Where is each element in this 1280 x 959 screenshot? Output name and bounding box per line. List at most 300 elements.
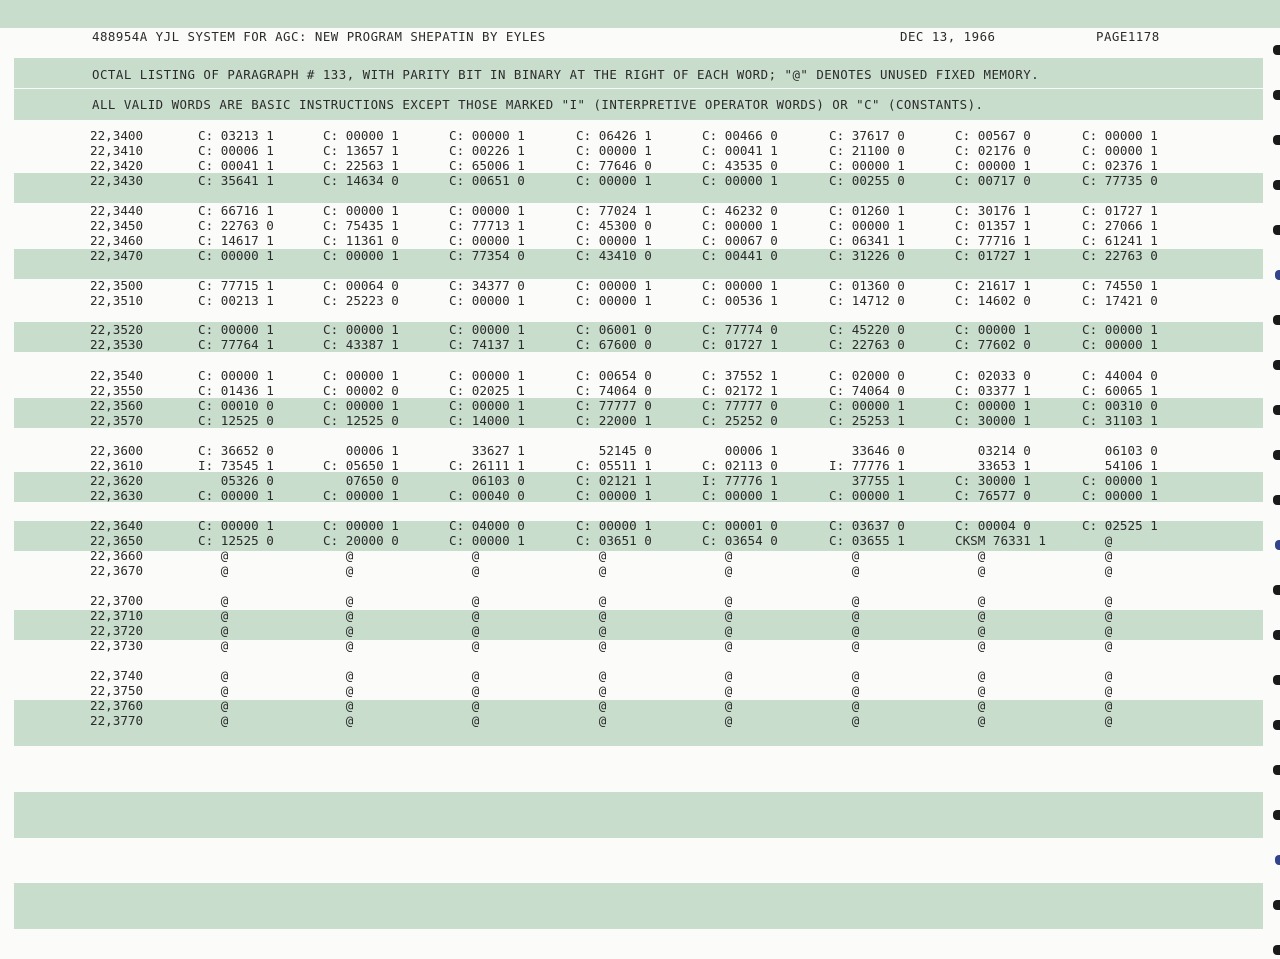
octal-word: C: 43387 1 xyxy=(323,337,399,352)
octal-word: C: 14634 0 xyxy=(323,173,399,188)
row-address: 22,3770 xyxy=(90,713,144,728)
octal-word: CKSM 76331 1 xyxy=(955,533,1046,548)
octal-word: C: 00006 1 xyxy=(198,143,274,158)
octal-word: C: 00000 1 xyxy=(829,218,905,233)
octal-word: @ xyxy=(955,548,986,563)
octal-word: C: 00226 1 xyxy=(449,143,525,158)
octal-word: @ xyxy=(955,683,986,698)
octal-word: @ xyxy=(955,623,986,638)
octal-word: C: 45300 0 xyxy=(576,218,652,233)
row-address: 22,3570 xyxy=(90,413,144,428)
octal-word: C: 14000 1 xyxy=(449,413,525,428)
octal-word: C: 02000 0 xyxy=(829,368,905,383)
sprocket-hole xyxy=(1273,630,1280,640)
row-address: 22,3740 xyxy=(90,668,144,683)
octal-word: C: 22563 1 xyxy=(323,158,399,173)
octal-word: C: 00000 1 xyxy=(449,128,525,143)
octal-word: C: 00441 0 xyxy=(702,248,778,263)
octal-word: C: 00000 1 xyxy=(323,518,399,533)
sprocket-hole xyxy=(1273,135,1280,145)
octal-word: @ xyxy=(576,563,607,578)
octal-word: C: 37552 1 xyxy=(702,368,778,383)
octal-word: C: 03651 0 xyxy=(576,533,652,548)
octal-word: @ xyxy=(323,563,354,578)
octal-word: @ xyxy=(323,593,354,608)
octal-word: @ xyxy=(702,713,733,728)
listing-date: DEC 13, 1966 xyxy=(900,29,996,44)
octal-word: C: 77774 0 xyxy=(702,322,778,337)
octal-word: C: 00000 1 xyxy=(198,248,274,263)
octal-word: C: 00002 0 xyxy=(323,383,399,398)
octal-word: C: 14602 0 xyxy=(955,293,1031,308)
octal-word: @ xyxy=(449,548,480,563)
octal-word: @ xyxy=(829,608,860,623)
octal-word: @ xyxy=(702,563,733,578)
octal-word: C: 66716 1 xyxy=(198,203,274,218)
listing-title: 488954A YJL SYSTEM FOR AGC: NEW PROGRAM SHEPATIN BY EYLES xyxy=(92,29,546,44)
octal-word: C: 22763 0 xyxy=(198,218,274,233)
row-address: 22,3520 xyxy=(90,322,144,337)
octal-word: C: 77713 1 xyxy=(449,218,525,233)
row-address: 22,3470 xyxy=(90,248,144,263)
octal-word: C: 00000 1 xyxy=(955,398,1031,413)
octal-word: C: 05650 1 xyxy=(323,458,399,473)
octal-word: C: 00310 0 xyxy=(1082,398,1158,413)
octal-word: C: 00000 1 xyxy=(198,518,274,533)
octal-word: @ xyxy=(955,593,986,608)
octal-word: @ xyxy=(702,608,733,623)
octal-word: C: 00000 1 xyxy=(576,143,652,158)
octal-word: C: 00000 1 xyxy=(1082,143,1158,158)
octal-word: C: 21617 1 xyxy=(955,278,1031,293)
octal-word: @ xyxy=(955,608,986,623)
octal-word: C: 25252 0 xyxy=(702,413,778,428)
octal-word: C: 00000 1 xyxy=(576,488,652,503)
octal-word: 33627 1 xyxy=(449,443,525,458)
row-address: 22,3620 xyxy=(90,473,144,488)
octal-word: C: 01357 1 xyxy=(955,218,1031,233)
sprocket-hole xyxy=(1273,585,1280,595)
octal-word: C: 74064 0 xyxy=(829,383,905,398)
octal-word: C: 12525 0 xyxy=(198,533,274,548)
row-address: 22,3530 xyxy=(90,337,144,352)
sprocket-hole xyxy=(1273,810,1280,820)
octal-word: C: 00000 1 xyxy=(829,488,905,503)
octal-word: C: 77716 1 xyxy=(955,233,1031,248)
octal-word: @ xyxy=(449,563,480,578)
octal-word: C: 00000 1 xyxy=(576,518,652,533)
octal-word: C: 00000 1 xyxy=(955,158,1031,173)
octal-word: @ xyxy=(449,608,480,623)
octal-word: C: 00000 1 xyxy=(323,398,399,413)
row-address: 22,3700 xyxy=(90,593,144,608)
octal-word: C: 22763 0 xyxy=(1082,248,1158,263)
row-address: 22,3630 xyxy=(90,488,144,503)
octal-word: C: 00000 1 xyxy=(576,233,652,248)
octal-word: C: 25253 1 xyxy=(829,413,905,428)
octal-word: @ xyxy=(576,683,607,698)
octal-word: C: 44004 0 xyxy=(1082,368,1158,383)
row-address: 22,3440 xyxy=(90,203,144,218)
octal-word: C: 06341 1 xyxy=(829,233,905,248)
octal-word: C: 02025 1 xyxy=(449,383,525,398)
octal-word: @ xyxy=(198,668,229,683)
octal-word: @ xyxy=(449,593,480,608)
octal-word: @ xyxy=(1082,638,1113,653)
octal-word: @ xyxy=(323,668,354,683)
octal-word: @ xyxy=(702,698,733,713)
octal-word: C: 06426 1 xyxy=(576,128,652,143)
octal-word: @ xyxy=(576,623,607,638)
octal-word: C: 00010 0 xyxy=(198,398,274,413)
octal-word: 54106 1 xyxy=(1082,458,1158,473)
row-address: 22,3640 xyxy=(90,518,144,533)
octal-word: C: 00067 0 xyxy=(702,233,778,248)
octal-word: C: 04000 0 xyxy=(449,518,525,533)
row-address: 22,3730 xyxy=(90,638,144,653)
octal-word: C: 27066 1 xyxy=(1082,218,1158,233)
octal-word: @ xyxy=(829,563,860,578)
octal-word: @ xyxy=(198,593,229,608)
octal-word: C: 61241 1 xyxy=(1082,233,1158,248)
octal-word: C: 00000 1 xyxy=(198,368,274,383)
sprocket-hole xyxy=(1275,270,1280,280)
sprocket-hole xyxy=(1273,45,1280,55)
octal-word: C: 00000 1 xyxy=(449,533,525,548)
octal-word: @ xyxy=(1082,683,1113,698)
octal-word: @ xyxy=(198,563,229,578)
legend-line-1: OCTAL LISTING OF PARAGRAPH # 133, WITH PARITY BIT IN BINARY AT THE RIGHT OF EACH WORD; "@" DENOTES UNUSED FIXED MEMORY. xyxy=(92,67,1040,82)
octal-word: @ xyxy=(955,668,986,683)
octal-word: C: 00040 0 xyxy=(449,488,525,503)
octal-word: C: 00000 1 xyxy=(449,398,525,413)
octal-word: C: 00000 1 xyxy=(829,158,905,173)
octal-word: @ xyxy=(1082,533,1113,548)
row-address: 22,3720 xyxy=(90,623,144,638)
octal-word: @ xyxy=(449,713,480,728)
octal-word: C: 14712 0 xyxy=(829,293,905,308)
octal-word: @ xyxy=(323,683,354,698)
octal-word: @ xyxy=(449,683,480,698)
sprocket-hole xyxy=(1273,450,1280,460)
octal-word: C: 01436 1 xyxy=(198,383,274,398)
octal-word: @ xyxy=(576,548,607,563)
octal-word: C: 00000 1 xyxy=(323,368,399,383)
row-address: 22,3450 xyxy=(90,218,144,233)
octal-word: C: 00000 1 xyxy=(323,322,399,337)
octal-word: @ xyxy=(323,608,354,623)
octal-word: @ xyxy=(702,638,733,653)
octal-word: C: 00466 0 xyxy=(702,128,778,143)
row-address: 22,3460 xyxy=(90,233,144,248)
octal-word: C: 77354 0 xyxy=(449,248,525,263)
sprocket-hole xyxy=(1273,225,1280,235)
octal-word: 00006 1 xyxy=(323,443,399,458)
octal-word: I: 77776 1 xyxy=(702,473,778,488)
octal-word: @ xyxy=(955,698,986,713)
octal-word: @ xyxy=(829,668,860,683)
octal-word: C: 00064 0 xyxy=(323,278,399,293)
octal-word: @ xyxy=(829,623,860,638)
octal-word: @ xyxy=(576,593,607,608)
octal-word: C: 14617 1 xyxy=(198,233,274,248)
row-address: 22,3660 xyxy=(90,548,144,563)
octal-word: @ xyxy=(449,668,480,683)
octal-word: @ xyxy=(829,548,860,563)
octal-word: C: 03213 1 xyxy=(198,128,274,143)
sprocket-hole xyxy=(1273,180,1280,190)
octal-word: @ xyxy=(576,638,607,653)
octal-word: 37755 1 xyxy=(829,473,905,488)
octal-word: C: 20000 0 xyxy=(323,533,399,548)
row-address: 22,3560 xyxy=(90,398,144,413)
legend-line-2: ALL VALID WORDS ARE BASIC INSTRUCTIONS EXCEPT THOSE MARKED "I" (INTERPRETIVE OPERATOR WORDS) OR "C" (CONSTANTS). xyxy=(92,97,984,112)
octal-word: @ xyxy=(198,713,229,728)
octal-word: C: 00000 1 xyxy=(702,278,778,293)
octal-word: C: 00000 1 xyxy=(323,203,399,218)
octal-word: C: 01727 1 xyxy=(1082,203,1158,218)
octal-word: 03214 0 xyxy=(955,443,1031,458)
octal-word: @ xyxy=(576,698,607,713)
octal-word: C: 00000 1 xyxy=(198,488,274,503)
row-address: 22,3500 xyxy=(90,278,144,293)
octal-word: @ xyxy=(955,713,986,728)
octal-word: C: 25223 0 xyxy=(323,293,399,308)
octal-word: C: 01727 1 xyxy=(702,337,778,352)
octal-word: @ xyxy=(702,548,733,563)
octal-word: @ xyxy=(449,623,480,638)
octal-word: C: 00000 1 xyxy=(449,368,525,383)
sprocket-hole xyxy=(1273,90,1280,100)
sprocket-hole xyxy=(1273,720,1280,730)
octal-word: C: 37617 0 xyxy=(829,128,905,143)
sprocket-hole xyxy=(1273,765,1280,775)
octal-word: C: 00000 1 xyxy=(323,488,399,503)
octal-word: C: 77735 0 xyxy=(1082,173,1158,188)
sprocket-hole xyxy=(1275,855,1280,865)
octal-word: @ xyxy=(198,683,229,698)
octal-word: C: 02121 1 xyxy=(576,473,652,488)
octal-word: C: 76577 0 xyxy=(955,488,1031,503)
octal-word: C: 02376 1 xyxy=(1082,158,1158,173)
octal-word: @ xyxy=(1082,563,1113,578)
octal-word: C: 02113 0 xyxy=(702,458,778,473)
octal-word: @ xyxy=(198,638,229,653)
octal-word: @ xyxy=(323,713,354,728)
octal-word: C: 35641 1 xyxy=(198,173,274,188)
octal-word: @ xyxy=(198,548,229,563)
octal-word: @ xyxy=(576,713,607,728)
octal-word: 07650 0 xyxy=(323,473,399,488)
octal-word: C: 13657 1 xyxy=(323,143,399,158)
octal-word: C: 11361 0 xyxy=(323,233,399,248)
octal-word: C: 31103 1 xyxy=(1082,413,1158,428)
octal-word: @ xyxy=(1082,623,1113,638)
octal-word: C: 00567 0 xyxy=(955,128,1031,143)
octal-word: C: 01727 1 xyxy=(955,248,1031,263)
octal-word: @ xyxy=(198,623,229,638)
octal-word: 33653 1 xyxy=(955,458,1031,473)
octal-word: C: 77777 0 xyxy=(702,398,778,413)
octal-word: C: 00000 1 xyxy=(449,322,525,337)
octal-word: @ xyxy=(1082,608,1113,623)
octal-word: C: 00000 1 xyxy=(955,322,1031,337)
octal-word: @ xyxy=(702,593,733,608)
octal-word: C: 00000 1 xyxy=(449,233,525,248)
octal-word: C: 75435 1 xyxy=(323,218,399,233)
octal-word: @ xyxy=(323,548,354,563)
octal-word: C: 30176 1 xyxy=(955,203,1031,218)
page-number: PAGE1178 xyxy=(1096,29,1160,44)
octal-word: @ xyxy=(955,638,986,653)
octal-word: C: 74550 1 xyxy=(1082,278,1158,293)
octal-word: C: 00001 0 xyxy=(702,518,778,533)
octal-word: C: 43535 0 xyxy=(702,158,778,173)
octal-word: C: 05511 1 xyxy=(576,458,652,473)
octal-word: C: 00651 0 xyxy=(449,173,525,188)
octal-word: C: 26111 1 xyxy=(449,458,525,473)
octal-word: @ xyxy=(198,698,229,713)
octal-word: C: 21100 0 xyxy=(829,143,905,158)
sprocket-hole xyxy=(1273,315,1280,325)
paper-band xyxy=(14,883,1263,929)
octal-word: C: 46232 0 xyxy=(702,203,778,218)
octal-word: @ xyxy=(449,698,480,713)
octal-word: C: 00000 1 xyxy=(576,293,652,308)
octal-word: C: 00213 1 xyxy=(198,293,274,308)
octal-word: @ xyxy=(829,698,860,713)
octal-word: C: 17421 0 xyxy=(1082,293,1158,308)
octal-word: 06103 0 xyxy=(449,473,525,488)
octal-word: C: 30000 1 xyxy=(955,473,1031,488)
octal-word: 33646 0 xyxy=(829,443,905,458)
octal-word: C: 00000 1 xyxy=(702,173,778,188)
paper-band xyxy=(0,0,1280,28)
octal-word: I: 73545 1 xyxy=(198,458,274,473)
row-address: 22,3430 xyxy=(90,173,144,188)
octal-word: C: 00000 1 xyxy=(198,322,274,337)
octal-word: C: 00000 1 xyxy=(1082,488,1158,503)
octal-word: @ xyxy=(323,638,354,653)
octal-word: C: 74064 0 xyxy=(576,383,652,398)
sprocket-hole xyxy=(1273,945,1280,955)
octal-word: @ xyxy=(576,608,607,623)
octal-word: C: 02172 1 xyxy=(702,383,778,398)
row-address: 22,3550 xyxy=(90,383,144,398)
octal-word: @ xyxy=(829,713,860,728)
octal-word: C: 00000 1 xyxy=(1082,473,1158,488)
octal-word: C: 00041 1 xyxy=(198,158,274,173)
octal-word: C: 00000 1 xyxy=(1082,322,1158,337)
paper-band xyxy=(14,792,1263,838)
octal-word: C: 00000 1 xyxy=(576,278,652,293)
octal-word: C: 00000 1 xyxy=(323,128,399,143)
row-address: 22,3510 xyxy=(90,293,144,308)
octal-word: @ xyxy=(323,623,354,638)
octal-word: C: 00000 1 xyxy=(702,488,778,503)
octal-word: @ xyxy=(576,668,607,683)
octal-word: C: 22000 1 xyxy=(576,413,652,428)
octal-word: C: 02176 0 xyxy=(955,143,1031,158)
octal-word: @ xyxy=(829,638,860,653)
octal-word: C: 74137 1 xyxy=(449,337,525,352)
sprocket-hole xyxy=(1273,495,1280,505)
octal-word: C: 67600 0 xyxy=(576,337,652,352)
octal-word: C: 02525 1 xyxy=(1082,518,1158,533)
row-address: 22,3420 xyxy=(90,158,144,173)
octal-word: C: 00000 1 xyxy=(829,398,905,413)
row-address: 22,3710 xyxy=(90,608,144,623)
octal-word: C: 12525 0 xyxy=(323,413,399,428)
sprocket-hole xyxy=(1273,360,1280,370)
octal-word: @ xyxy=(955,563,986,578)
octal-word: @ xyxy=(449,638,480,653)
row-address: 22,3540 xyxy=(90,368,144,383)
octal-word: C: 77715 1 xyxy=(198,278,274,293)
octal-word: C: 01260 1 xyxy=(829,203,905,218)
octal-word: C: 00004 0 xyxy=(955,518,1031,533)
row-address: 22,3400 xyxy=(90,128,144,143)
sprocket-hole xyxy=(1273,405,1280,415)
octal-word: C: 00536 1 xyxy=(702,293,778,308)
octal-word: C: 03654 0 xyxy=(702,533,778,548)
octal-word: C: 03377 1 xyxy=(955,383,1031,398)
octal-word: C: 00654 0 xyxy=(576,368,652,383)
row-address: 22,3600 xyxy=(90,443,144,458)
octal-word: C: 77764 1 xyxy=(198,337,274,352)
sprocket-hole xyxy=(1273,675,1280,685)
octal-word: @ xyxy=(198,608,229,623)
octal-word: @ xyxy=(829,683,860,698)
octal-word: C: 43410 0 xyxy=(576,248,652,263)
row-address: 22,3650 xyxy=(90,533,144,548)
octal-word: C: 02033 0 xyxy=(955,368,1031,383)
sprocket-hole xyxy=(1273,900,1280,910)
octal-word: C: 00041 1 xyxy=(702,143,778,158)
octal-word: C: 00000 1 xyxy=(1082,337,1158,352)
octal-word: C: 01360 0 xyxy=(829,278,905,293)
octal-word: C: 34377 0 xyxy=(449,278,525,293)
row-address: 22,3760 xyxy=(90,698,144,713)
octal-word: C: 00255 0 xyxy=(829,173,905,188)
octal-word: @ xyxy=(1082,713,1113,728)
octal-word: C: 60065 1 xyxy=(1082,383,1158,398)
octal-word: @ xyxy=(323,698,354,713)
octal-word: C: 65006 1 xyxy=(449,158,525,173)
octal-word: @ xyxy=(702,668,733,683)
octal-word: @ xyxy=(1082,593,1113,608)
octal-word: 06103 0 xyxy=(1082,443,1158,458)
octal-word: 52145 0 xyxy=(576,443,652,458)
row-address: 22,3750 xyxy=(90,683,144,698)
octal-word: C: 77024 1 xyxy=(576,203,652,218)
octal-word: 05326 0 xyxy=(198,473,274,488)
sprocket-hole xyxy=(1275,540,1280,550)
octal-word: C: 03637 0 xyxy=(829,518,905,533)
octal-word: @ xyxy=(702,623,733,638)
octal-word: 00006 1 xyxy=(702,443,778,458)
octal-word: C: 00000 1 xyxy=(449,203,525,218)
octal-word: C: 77777 0 xyxy=(576,398,652,413)
octal-word: @ xyxy=(1082,698,1113,713)
octal-word: C: 06001 0 xyxy=(576,322,652,337)
row-address: 22,3410 xyxy=(90,143,144,158)
octal-word: C: 77646 0 xyxy=(576,158,652,173)
octal-word: @ xyxy=(702,683,733,698)
octal-word: C: 00717 0 xyxy=(955,173,1031,188)
octal-word: @ xyxy=(1082,668,1113,683)
octal-word: @ xyxy=(829,593,860,608)
